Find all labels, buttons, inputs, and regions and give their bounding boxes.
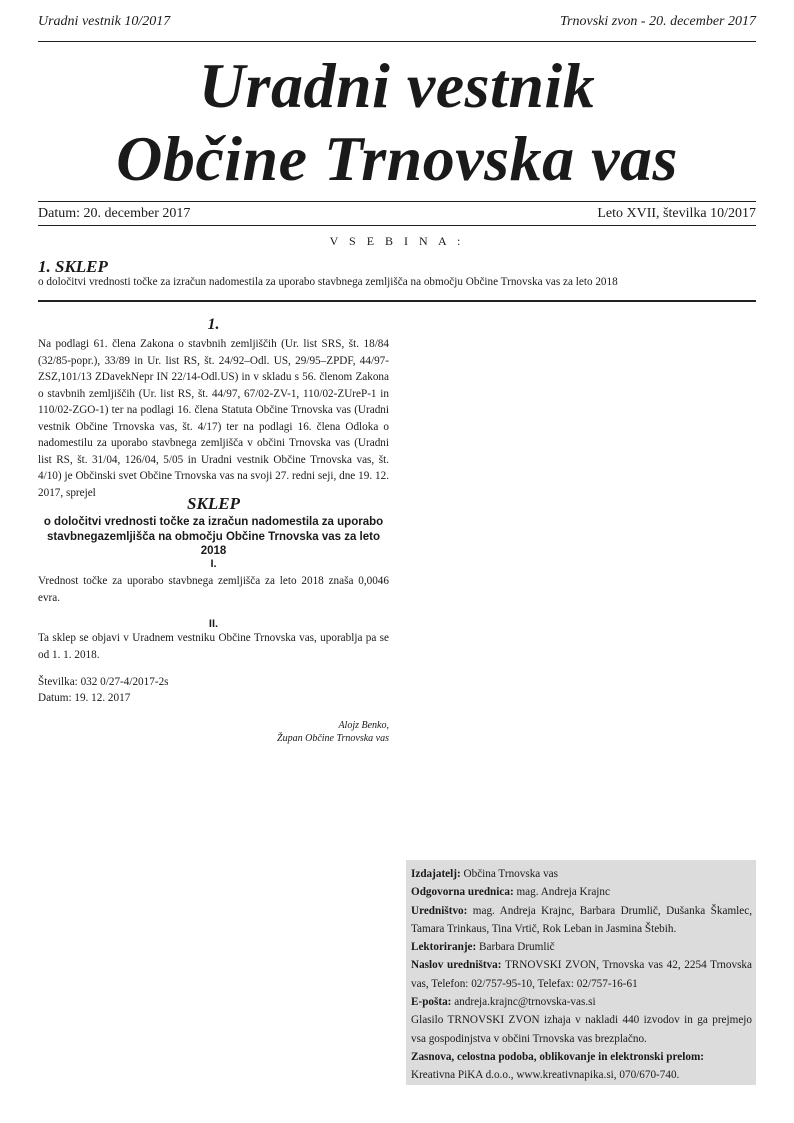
- section-1-number: I.: [210, 558, 217, 570]
- document-number: Številka: 032 0/27-4/2017-2s: [38, 676, 169, 688]
- toc-rule: [38, 300, 756, 302]
- signer-title: Župan Občine Trnovska vas: [277, 733, 389, 744]
- issue-number: Leto XVII, številka 10/2017: [597, 206, 756, 221]
- imprint-circulation: Glasilo TRNOVSKI ZVON izhaja v nakladi 440 izvodov in ga prejmejo vsa gospodinjstva v občini Trnovska vas brezplačno.: [411, 1014, 752, 1045]
- email-link[interactable]: andreja.krajnc@trnovska-vas.si: [451, 996, 596, 1009]
- imprint-board: Uredništvo: mag. Andreja Krajnc, Barbara Drumlič, Dušanka Škamlec, Tamara Trinkaus, Tina Vrtič, Rok Leban in Jasmina Štebih.: [411, 904, 752, 935]
- imprint-proofreading: Lektoriranje: Barbara Drumlič: [411, 941, 555, 954]
- imprint-design-label: Zasnova, celostna podoba, oblikovanje in elektronski prelom:: [411, 1050, 704, 1063]
- document-date: Datum: 19. 12. 2017: [38, 692, 131, 704]
- imprint-design: Kreativna PiKA d.o.o., www.kreativnapika.si, 070/670-740.: [411, 1069, 680, 1082]
- issue-date: Datum: 20. december 2017: [38, 206, 191, 221]
- datebar-rule: [38, 225, 756, 226]
- sklep-title: SKLEP: [187, 494, 240, 513]
- sklep-subtitle: o določitvi vrednosti točke za izračun nadomestila za uporabo stavbnegazemljišča na območju Občine Trnovska vas za leto 2018: [43, 516, 384, 557]
- masthead-line-1: Uradni vestnik: [198, 50, 596, 121]
- masthead-line-2: Občine Trnovska vas: [116, 123, 678, 194]
- section-1-text: Vrednost točke za uporabo stavbnega zemljišča za leto 2018 znaša 0,0046 evra.: [38, 575, 389, 604]
- section-2-text: Ta sklep se objavi v Uradnem vestniku Občine Trnovska vas, uporablja pa se od 1. 1. 2018.: [38, 632, 389, 661]
- section-2-number: II.: [208, 618, 219, 630]
- imprint-email: E-pošta: andreja.krajnc@trnovska-vas.si: [411, 996, 596, 1009]
- running-header-right: Trnovski zvon - 20. december 2017: [560, 14, 756, 29]
- header-rule: [38, 41, 756, 42]
- toc-entry-description: o določitvi vrednosti točke za izračun nadomestila za uporabo stavbnega zemljišča na območju Občine Trnovska vas za leto 2018: [38, 276, 618, 288]
- running-header-left: Uradni vestnik 10/2017: [38, 14, 171, 29]
- masthead-rule: [38, 201, 756, 202]
- imprint-publisher: Izdajatelj: Občina Trnovska vas: [411, 868, 558, 880]
- toc-entry-title[interactable]: 1. SKLEP: [38, 257, 108, 276]
- signer-name: Alojz Benko,: [338, 720, 389, 731]
- article-preamble: Na podlagi 61. člena Zakona o stavbnih zemljiščih (Ur. list SRS, št. 18/84 (32/85-popr.), 33/89 in Ur. list RS, št. 24/92–Odl. US, 29/95–ZPDF, 44/97-ZSZ,101/13 ZDavekNepr IN 22/14-Odl.US) in v skladu s 56. členom Zakona o stavbnih zemljiščih (Ur. list RS, št. 44/97, 67/02-ZV-1, 110/02-ZUreP-1 in 110/02-ZGO-1) ter na podlagi 16. člena Statuta Občine Trnovska vas (Uradni vestnik Občine Trnovska vas, št. 4/17) ter na podlagi 16. člena Odloka o nadomestilu za uporabo stavbnega zemljišča v občini Trnovska vas (Uradni list RS, št. 31/04, 126/04, 5/05 in Uradni vestnik Občine Trnovska vas, št. 4/10) je Občinski svet Občine Trnovska vas na svoji 27. redni seji, dne 19. 12. 2017, sprejel: [38, 338, 389, 499]
- imprint-box: [406, 860, 756, 1085]
- imprint-address: Naslov uredništva: TRNOVSKI ZVON, Trnovska vas 42, 2254 Trnovska vas, Telefon: 02/757-95-10, Telefax: 02/757-16-61: [411, 959, 752, 990]
- article-number: 1.: [207, 316, 220, 333]
- contents-label: V S E B I N A :: [329, 234, 465, 248]
- imprint-editor: Odgovorna urednica: mag. Andreja Krajnc: [411, 886, 610, 899]
